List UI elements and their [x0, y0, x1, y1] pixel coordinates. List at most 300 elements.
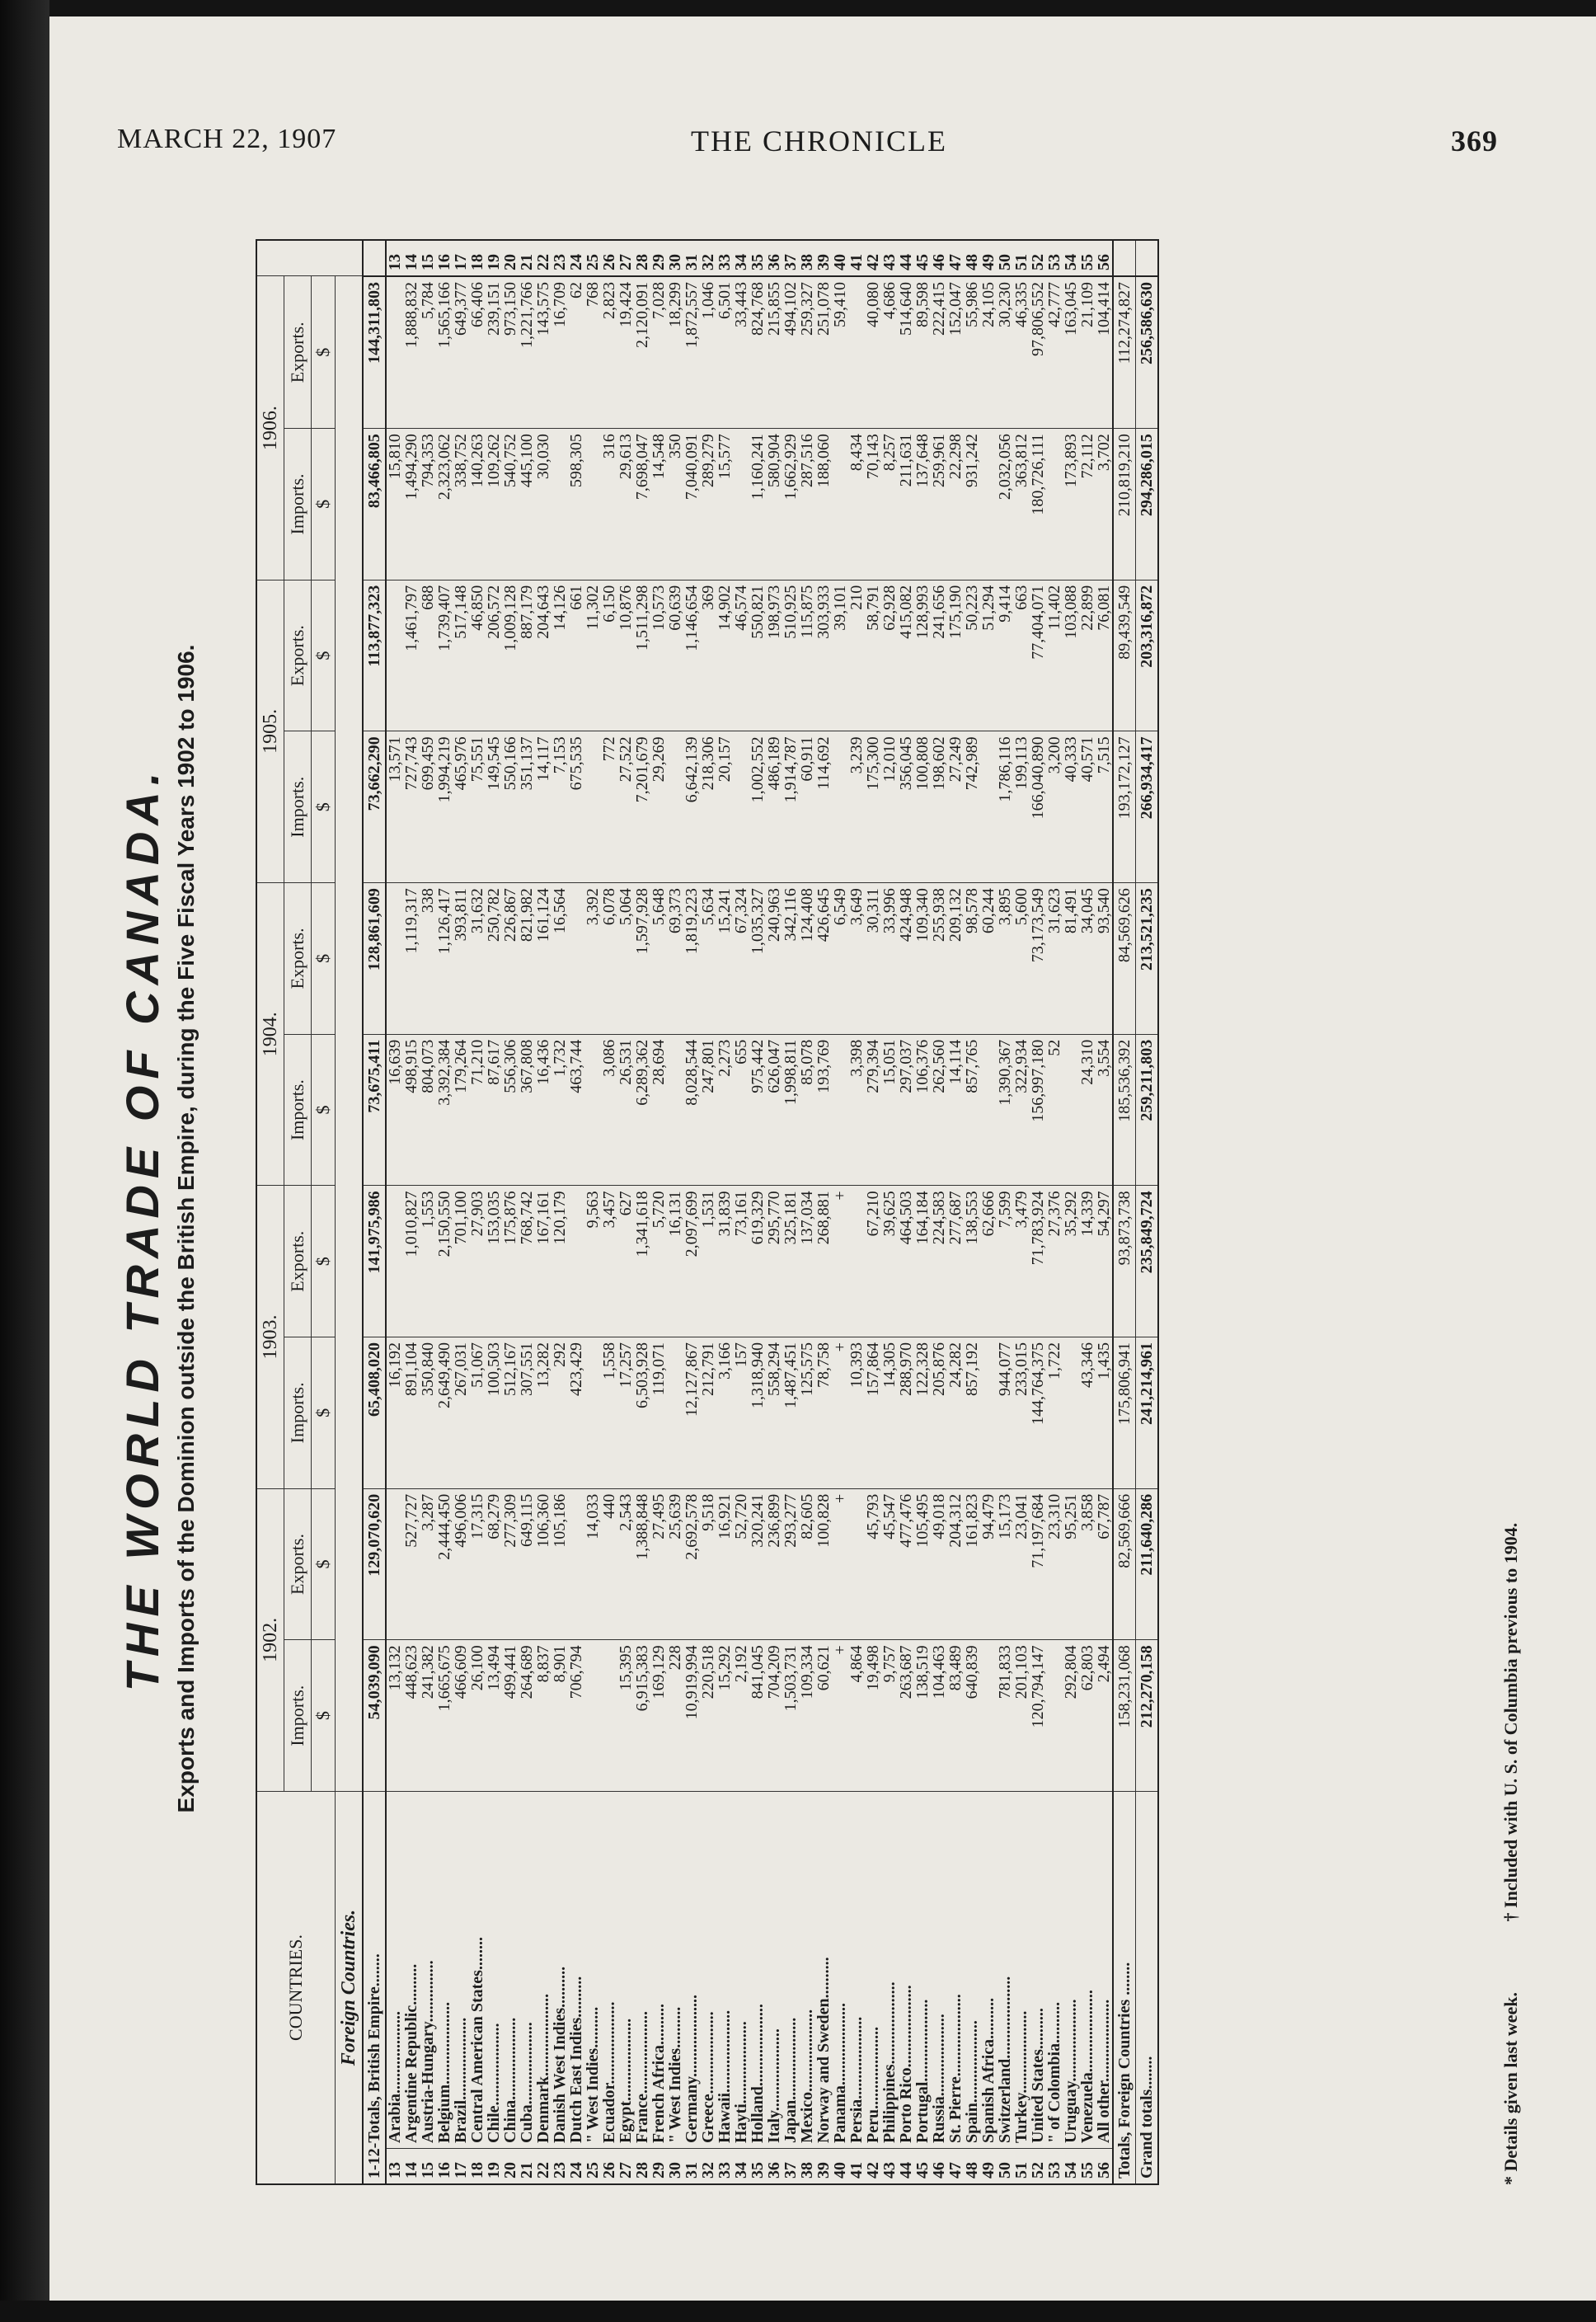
row-number: 45 — [914, 2149, 931, 2185]
table-cell: 144,311,803 — [363, 276, 386, 429]
table-cell: 76,081 — [1096, 580, 1113, 731]
table-cell: 77,404,071 — [1030, 580, 1046, 731]
table-row — [865, 240, 881, 2184]
row-number: 47 — [947, 2149, 964, 2185]
table-cell: 112,274,827 — [1113, 276, 1136, 429]
country-name: Belgium.................... — [435, 2001, 453, 2143]
table-cell: 67,210 — [865, 1186, 881, 1337]
table-cell: 445,100 — [519, 429, 535, 580]
table-cell: 209,132 — [947, 883, 964, 1035]
table-row — [436, 240, 453, 2184]
table-cell — [584, 731, 601, 883]
table-cell — [980, 1337, 997, 1489]
country-name: Italy.................... — [765, 2028, 783, 2143]
table-cell: 267,031 — [453, 1337, 469, 1489]
table-cell: 4,686 — [881, 276, 898, 429]
country-name: Mexico.................... — [798, 2009, 816, 2143]
table-cell: 212,270,158 — [1136, 1640, 1159, 1792]
table-cell: 210 — [848, 580, 865, 731]
table-cell: 499,441 — [502, 1640, 519, 1792]
country-name: Chile.................... — [485, 2023, 503, 2143]
table-cell: 149,545 — [486, 731, 502, 883]
table-row — [733, 240, 749, 2184]
row-number: 27 — [617, 2149, 634, 2185]
table-cell: 2,150,550 — [436, 1186, 453, 1337]
table-cell: 109,334 — [799, 1640, 815, 1792]
table-cell: 14,114 — [947, 1034, 964, 1186]
table-cell: 3,166 — [716, 1337, 733, 1489]
table-cell: 640,839 — [964, 1640, 980, 1792]
table-cell — [733, 731, 749, 883]
table-cell: 19,424 — [617, 276, 634, 429]
row-number: 33 — [716, 240, 733, 276]
table-cell: 338 — [420, 883, 436, 1035]
row-number: 15 — [420, 2149, 436, 2185]
table-cell: 1,221,766 — [519, 276, 535, 429]
table-title: THE WORLD TRADE OF CANADA. — [116, 765, 168, 1692]
table-cell: 7,153 — [552, 731, 568, 883]
table-cell: 367,808 — [519, 1034, 535, 1186]
table-cell: 104,463 — [931, 1640, 947, 1792]
table-cell: 6,289,362 — [634, 1034, 650, 1186]
country-name: Egypt.................... — [617, 2018, 635, 2143]
table-cell: 115,875 — [799, 580, 815, 731]
table-cell: 1,388,848 — [634, 1488, 650, 1640]
table-cell: 259,327 — [799, 276, 815, 429]
table-cell: 2,323,062 — [436, 429, 453, 580]
table-cell: 2,097,699 — [683, 1186, 700, 1337]
row-number: 40 — [832, 240, 848, 276]
table-cell: 16,131 — [667, 1186, 683, 1337]
table-cell: 120,179 — [552, 1186, 568, 1337]
page-binding-shadow — [0, 0, 49, 2322]
table-cell: 727,743 — [403, 731, 420, 883]
table-cell: 255,938 — [931, 883, 947, 1035]
row-number: 53 — [1046, 240, 1063, 276]
exports-header: Exports. — [284, 1488, 312, 1640]
table-cell: 448,623 — [403, 1640, 420, 1792]
imports-header: Imports. — [284, 1034, 312, 1186]
table-cell: 1,553 — [420, 1186, 436, 1337]
table-cell: 498,915 — [403, 1034, 420, 1186]
table-cell: 8,434 — [848, 429, 865, 580]
country-name: Philippines.................... — [880, 1981, 899, 2143]
table-cell: 73,675,411 — [363, 1034, 386, 1186]
table-cell: 1,146,654 — [683, 580, 700, 731]
table-cell: 259,961 — [931, 429, 947, 580]
unit-label: $ — [312, 883, 336, 1035]
table-cell: 15,241 — [716, 883, 733, 1035]
table-cell: 29,269 — [650, 731, 667, 883]
table-cell: 138,519 — [914, 1640, 931, 1792]
table-cell: 699,459 — [420, 731, 436, 883]
table-cell: 320,241 — [749, 1488, 766, 1640]
table-cell: 13,571 — [386, 731, 403, 883]
table-body — [363, 240, 1113, 2184]
table-cell: 54,297 — [1096, 1186, 1113, 1337]
imports-header: Imports. — [284, 731, 312, 883]
table-cell: 50,223 — [964, 580, 980, 731]
table-cell: 768 — [584, 276, 601, 429]
table-cell: 16,709 — [552, 276, 568, 429]
table-cell: 60,639 — [667, 580, 683, 731]
table-cell: 1,732 — [552, 1034, 568, 1186]
table-cell: 3,479 — [1013, 1186, 1030, 1337]
unit-label: $ — [312, 276, 336, 429]
table-cell: 157 — [733, 1337, 749, 1489]
table-cell: 14,033 — [584, 1488, 601, 1640]
table-cell: 161,124 — [535, 883, 552, 1035]
table-cell: 138,553 — [964, 1186, 980, 1337]
table-cell: 10,573 — [650, 580, 667, 731]
table-cell: 66,406 — [469, 276, 486, 429]
country-name: Arabia.................... — [386, 2011, 404, 2143]
table-cell: 9,518 — [700, 1488, 716, 1640]
table-cell: 21,109 — [1079, 276, 1096, 429]
table-cell: 29,613 — [617, 429, 634, 580]
table-cell: 125,575 — [799, 1337, 815, 1489]
table-cell — [832, 429, 848, 580]
table-cell: 1,119,317 — [403, 883, 420, 1035]
table-row — [832, 240, 848, 2184]
trade-table-wrapper — [256, 239, 1159, 2185]
table-cell — [386, 580, 403, 731]
table-cell: 517,148 — [453, 580, 469, 731]
table-cell: 211,631 — [898, 429, 914, 580]
table-cell: 224,583 — [931, 1186, 947, 1337]
table-cell: 264,689 — [519, 1640, 535, 1792]
table-cell: 220,518 — [700, 1640, 716, 1792]
table-cell: 338,752 — [453, 429, 469, 580]
row-number: 15 — [420, 240, 436, 276]
scan-bottom-edge — [0, 2301, 1596, 2322]
table-cell: 351,137 — [519, 731, 535, 883]
table-cell: 241,656 — [931, 580, 947, 731]
table-cell: 464,503 — [898, 1186, 914, 1337]
table-cell: 87,617 — [486, 1034, 502, 1186]
table-cell: 141,975,986 — [363, 1186, 386, 1337]
exports-header: Exports. — [284, 276, 312, 429]
table-cell: 55,986 — [964, 276, 980, 429]
table-cell: 527,727 — [403, 1488, 420, 1640]
table-row — [1079, 240, 1096, 2184]
table-cell: 82,605 — [799, 1488, 815, 1640]
row-number: 43 — [881, 240, 898, 276]
table-cell: 31,839 — [716, 1186, 733, 1337]
right-index-header — [256, 240, 363, 276]
table-cell: 179,264 — [453, 1034, 469, 1186]
table-cell: 1,665,675 — [436, 1640, 453, 1792]
table-cell: 40,080 — [865, 276, 881, 429]
row-number: 30 — [667, 240, 683, 276]
country-name: Turkey.................... — [1012, 2010, 1030, 2143]
table-cell: 1,435 — [1096, 1337, 1113, 1489]
table-cell: 424,948 — [898, 883, 914, 1035]
row-number: 30 — [667, 2149, 683, 2185]
table-cell: 70,143 — [865, 429, 881, 580]
table-cell: 1,597,928 — [634, 883, 650, 1035]
table-row — [519, 240, 535, 2184]
table-cell: 1,126,417 — [436, 883, 453, 1035]
row-number: 42 — [865, 240, 881, 276]
table-cell: 3,398 — [848, 1034, 865, 1186]
table-cell: 931,242 — [964, 429, 980, 580]
table-cell: 415,082 — [898, 580, 914, 731]
table-cell: 1,318,940 — [749, 1337, 766, 1489]
table-row — [683, 240, 700, 2184]
table-cell: 97,806,552 — [1030, 276, 1046, 429]
table-cell: 5,720 — [650, 1186, 667, 1337]
table-cell: 287,516 — [799, 429, 815, 580]
country-name: Portugal.................... — [913, 1999, 932, 2143]
table-cell: 550,166 — [502, 731, 519, 883]
country-name: Denmark.................... — [534, 1993, 552, 2143]
table-cell: 781,833 — [997, 1640, 1013, 1792]
table-cell: 33,443 — [733, 276, 749, 429]
table-cell: 120,794,147 — [1030, 1640, 1046, 1792]
table-row — [947, 240, 964, 2184]
table-cell: 153,035 — [486, 1186, 502, 1337]
table-cell: 12,010 — [881, 731, 898, 883]
country-name: Ecuador.................... — [600, 2001, 618, 2143]
row-number: 32 — [700, 240, 716, 276]
table-cell: 251,078 — [815, 276, 832, 429]
country-name: St. Pierre.................... — [946, 1994, 965, 2143]
table-cell: 51,067 — [469, 1337, 486, 1489]
table-cell: 54,039,090 — [363, 1640, 386, 1792]
row-number: 35 — [749, 240, 766, 276]
table-cell: 218,306 — [700, 731, 716, 883]
table-cell: 307,551 — [519, 1337, 535, 1489]
table-cell: 2,494 — [1096, 1640, 1113, 1792]
table-totals — [1113, 240, 1158, 2184]
table-cell: 60,621 — [815, 1640, 832, 1792]
table-cell: 2,120,091 — [634, 276, 650, 429]
row-number: 19 — [486, 2149, 502, 2185]
table-cell: 124,408 — [799, 883, 815, 1035]
table-cell: 23,310 — [1046, 1488, 1063, 1640]
table-cell: 556,306 — [502, 1034, 519, 1186]
table-cell: 45,547 — [881, 1488, 898, 1640]
table-cell: 3,392,384 — [436, 1034, 453, 1186]
table-cell: 40,571 — [1079, 731, 1096, 883]
table-cell: 794,353 — [420, 429, 436, 580]
unit-label: $ — [312, 731, 336, 883]
table-cell: 2,032,056 — [997, 429, 1013, 580]
row-number: 36 — [766, 240, 782, 276]
table-cell: 804,073 — [420, 1034, 436, 1186]
country-name: United States.......... — [1029, 2008, 1047, 2143]
table-cell: 3,457 — [601, 1186, 617, 1337]
table-cell: 166,040,890 — [1030, 731, 1046, 883]
row-number: 49 — [980, 240, 997, 276]
table-cell: 663 — [1013, 580, 1030, 731]
row-number: 28 — [634, 240, 650, 276]
table-cell: 477,476 — [898, 1488, 914, 1640]
row-number: 20 — [502, 240, 519, 276]
table-cell: 350,840 — [420, 1337, 436, 1489]
table-row — [766, 240, 782, 2184]
country-name: Persia.................... — [847, 2016, 866, 2143]
table-cell: 40,333 — [1063, 731, 1079, 883]
table-cell: 24,310 — [1079, 1034, 1096, 1186]
table-cell: 256,586,630 — [1136, 276, 1159, 429]
table-cell: 649,377 — [453, 276, 469, 429]
table-cell: 59,410 — [832, 276, 848, 429]
country-name: Norway and Sweden.......... — [814, 1957, 833, 2143]
table-cell — [980, 1640, 997, 1792]
year-header-1906: 1906. — [256, 276, 284, 580]
table-cell: 13,494 — [486, 1640, 502, 1792]
table-cell: 75,551 — [469, 731, 486, 883]
table-cell: 1,914,787 — [782, 731, 799, 883]
country-name: Germany.................... — [683, 1995, 701, 2143]
table-cell: 1,160,241 — [749, 429, 766, 580]
table-cell: 204,643 — [535, 580, 552, 731]
country-name: Porto Rico.................... — [897, 1985, 915, 2143]
table-cell: 210,819,210 — [1113, 429, 1136, 580]
table-cell: 512,167 — [502, 1337, 519, 1489]
row-number: 56 — [1096, 2149, 1113, 2185]
table-cell: 1,503,731 — [782, 1640, 799, 1792]
row-number: 14 — [403, 240, 420, 276]
table-cell: 193,172,127 — [1113, 731, 1136, 883]
table-cell: 293,277 — [782, 1488, 799, 1640]
row-number: 17 — [453, 240, 469, 276]
table-cell: 3,554 — [1096, 1034, 1113, 1186]
table-cell: 3,287 — [420, 1488, 436, 1640]
table-cell: 33,996 — [881, 883, 898, 1035]
table-cell: 109,340 — [914, 883, 931, 1035]
table-cell: 119,071 — [650, 1337, 667, 1489]
row-number: 21 — [519, 2149, 535, 2185]
table-cell: 973,150 — [502, 276, 519, 429]
table-cell: 175,806,941 — [1113, 1337, 1136, 1489]
table-cell: 496,006 — [453, 1488, 469, 1640]
table-cell: 15,173 — [997, 1488, 1013, 1640]
table-cell: 1,739,407 — [436, 580, 453, 731]
table-cell: 17,257 — [617, 1337, 634, 1489]
table-row — [716, 240, 733, 2184]
table-cell: 83,489 — [947, 1640, 964, 1792]
row-number: 52 — [1030, 2149, 1046, 2185]
table-cell: 17,315 — [469, 1488, 486, 1640]
table-cell: 857,765 — [964, 1034, 980, 1186]
table-cell: 122,328 — [914, 1337, 931, 1489]
table-cell: 2,692,578 — [683, 1488, 700, 1640]
row-number: 48 — [964, 240, 980, 276]
table-row — [420, 240, 436, 2184]
trade-table — [256, 239, 1159, 2185]
table-cell: 60,911 — [799, 731, 815, 883]
table-cell: 137,034 — [799, 1186, 815, 1337]
table-cell: 10,876 — [617, 580, 634, 731]
table-cell — [386, 276, 403, 429]
table-cell: 4,864 — [848, 1640, 865, 1792]
table-cell: 661 — [568, 580, 584, 731]
table-row — [667, 240, 683, 2184]
country-name: Cuba.................... — [518, 2022, 536, 2143]
table-cell: 128,993 — [914, 580, 931, 731]
table-cell: 7,201,679 — [634, 731, 650, 883]
table-cell: 356,045 — [898, 731, 914, 883]
table-cell: 203,316,872 — [1136, 580, 1159, 731]
table-cell: 89,598 — [914, 276, 931, 429]
table-cell: 3,702 — [1096, 429, 1113, 580]
table-cell: 103,088 — [1063, 580, 1079, 731]
table-cell: 14,339 — [1079, 1186, 1096, 1337]
row-number: 28 — [634, 2149, 650, 2185]
table-cell: 30,230 — [997, 276, 1013, 429]
table-cell: 201,103 — [1013, 1640, 1030, 1792]
table-cell: 16,192 — [386, 1337, 403, 1489]
row-number: 38 — [799, 240, 815, 276]
country-name: " of Colombia.......... — [1045, 2001, 1063, 2143]
table-cell: 85,078 — [799, 1034, 815, 1186]
table-cell: 157,864 — [865, 1337, 881, 1489]
table-cell: 5,600 — [1013, 883, 1030, 1035]
table-cell: 5,784 — [420, 276, 436, 429]
table-row — [782, 240, 799, 2184]
table-row — [486, 240, 502, 2184]
row-number: 16 — [436, 240, 453, 276]
table-cell: 93,540 — [1096, 883, 1113, 1035]
table-cell: 27,522 — [617, 731, 634, 883]
row-number: 13 — [386, 2149, 403, 2185]
table-cell: 14,126 — [552, 580, 568, 731]
table-row — [980, 240, 997, 2184]
table-cell: 1,786,116 — [997, 731, 1013, 883]
table-cell: 6,150 — [601, 580, 617, 731]
country-name: Spanish Africa.......... — [979, 1997, 998, 2143]
table-cell: 6,078 — [601, 883, 617, 1035]
table-cell: 1,511,298 — [634, 580, 650, 731]
exports-header: Exports. — [284, 883, 312, 1035]
exports-header: Exports. — [284, 1186, 312, 1337]
table-cell — [386, 1488, 403, 1640]
table-cell: 222,415 — [931, 276, 947, 429]
row-number: 22 — [535, 240, 552, 276]
table-cell: 71,210 — [469, 1034, 486, 1186]
table-cell: + — [832, 1488, 848, 1640]
table-row — [881, 240, 898, 2184]
country-name: Danish West Indies.......... — [551, 1966, 569, 2143]
table-cell: 619,329 — [749, 1186, 766, 1337]
table-cell: 73,173,549 — [1030, 883, 1046, 1035]
table-cell: 15,577 — [716, 429, 733, 580]
row-number: 34 — [733, 2149, 749, 2185]
table-cell: 20,157 — [716, 731, 733, 883]
row-number: 48 — [964, 2149, 980, 2185]
table-row — [799, 240, 815, 2184]
row-number: 32 — [700, 2149, 716, 2185]
table-cell: 5,064 — [617, 883, 634, 1035]
table-cell: 158,231,068 — [1113, 1640, 1136, 1792]
row-number: 34 — [733, 240, 749, 276]
row-number: 52 — [1030, 240, 1046, 276]
row-number: 21 — [519, 240, 535, 276]
table-row — [552, 240, 568, 2184]
row-number: 24 — [568, 2149, 584, 2185]
table-cell — [667, 731, 683, 883]
table-cell: 1,531 — [700, 1186, 716, 1337]
table-cell: 129,070,620 — [363, 1488, 386, 1640]
table-cell — [1046, 429, 1063, 580]
table-cell: 3,086 — [601, 1034, 617, 1186]
table-cell: 235,849,724 — [1136, 1186, 1159, 1337]
table-cell: 175,876 — [502, 1186, 519, 1337]
table-cell: 263,687 — [898, 1640, 914, 1792]
